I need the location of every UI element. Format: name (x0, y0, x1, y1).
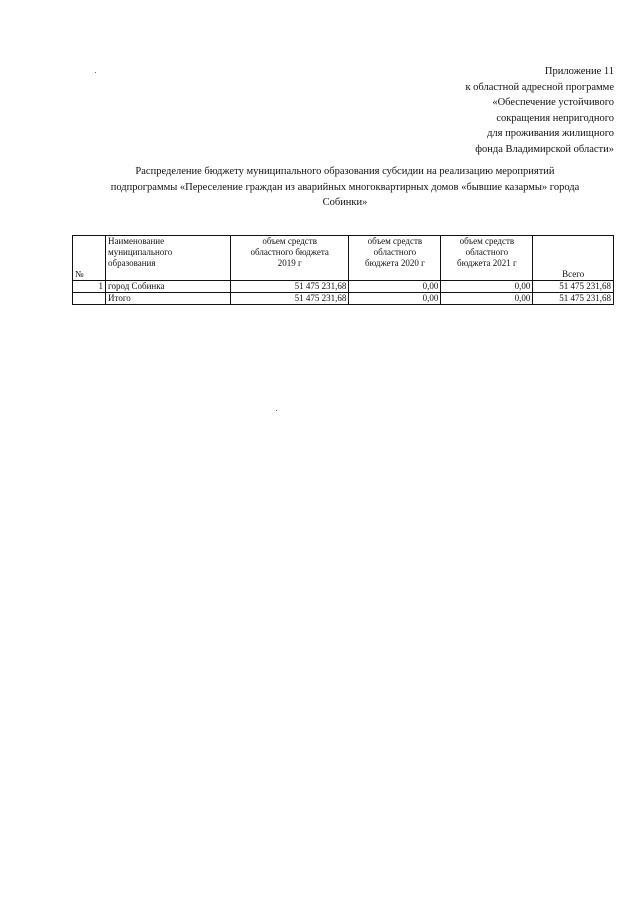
header-line: объем средств (367, 236, 423, 246)
header-total: Всего (533, 236, 614, 281)
row-2019: 51 475 231,68 (231, 281, 349, 293)
appendix-header (465, 64, 614, 157)
scan-speck (276, 410, 277, 411)
row-2019: 51 475 231,68 (231, 293, 349, 305)
header-line: областного (373, 247, 417, 257)
row-2020: 0,00 (349, 293, 441, 305)
header-line: Наименование (108, 236, 165, 246)
appendix-line: фонда Владимирской области» (475, 143, 614, 155)
row-total: 51 475 231,68 (533, 293, 614, 305)
row-number (73, 293, 106, 305)
appendix-line: Приложение 11 (544, 66, 614, 77)
row-2020: 0,00 (349, 281, 441, 293)
title-line: Распределение бюджету муниципального образования субсидии на реализацию мероприятий (135, 166, 555, 177)
table-row-total (73, 293, 614, 305)
header-line: областного (465, 247, 509, 257)
header-2020 (349, 236, 441, 281)
header-2019 (231, 236, 349, 281)
header-line: 2019 г (277, 258, 302, 268)
table-header-row (73, 236, 614, 281)
row-number: 1 (73, 281, 106, 293)
header-line: муниципального (108, 247, 173, 257)
scan-speck (95, 72, 96, 73)
row-2021: 0,00 (441, 293, 533, 305)
table-row (73, 281, 614, 293)
appendix-line: «Обеспечение устойчивого (492, 97, 614, 108)
header-line: образования (108, 258, 156, 268)
header-line: объем средств (262, 236, 317, 246)
header-line: бюджета 2020 г (365, 258, 425, 268)
header-line: объем средств (459, 236, 515, 246)
header-number: № (73, 236, 106, 281)
header-2021 (441, 236, 533, 281)
row-municipality: Итого (106, 293, 231, 305)
header-municipality (106, 236, 231, 281)
title-line: Собинки» (322, 197, 368, 208)
budget-table (72, 235, 614, 305)
header-line: областного бюджета (250, 247, 329, 257)
appendix-line: сокращения непригодного (496, 112, 614, 124)
row-total: 51 475 231,68 (533, 281, 614, 293)
row-municipality: город Собинка (106, 281, 231, 293)
document-title (70, 164, 620, 211)
row-2021: 0,00 (441, 281, 533, 293)
appendix-line: к областной адресной программе (465, 81, 614, 93)
appendix-line: для проживания жилищного (487, 128, 614, 139)
header-line: бюджета 2021 г (456, 258, 517, 268)
title-line: подпрограммы «Переселение граждан из аварийных многоквартирных домов «бывшие казармы» города (110, 181, 580, 193)
